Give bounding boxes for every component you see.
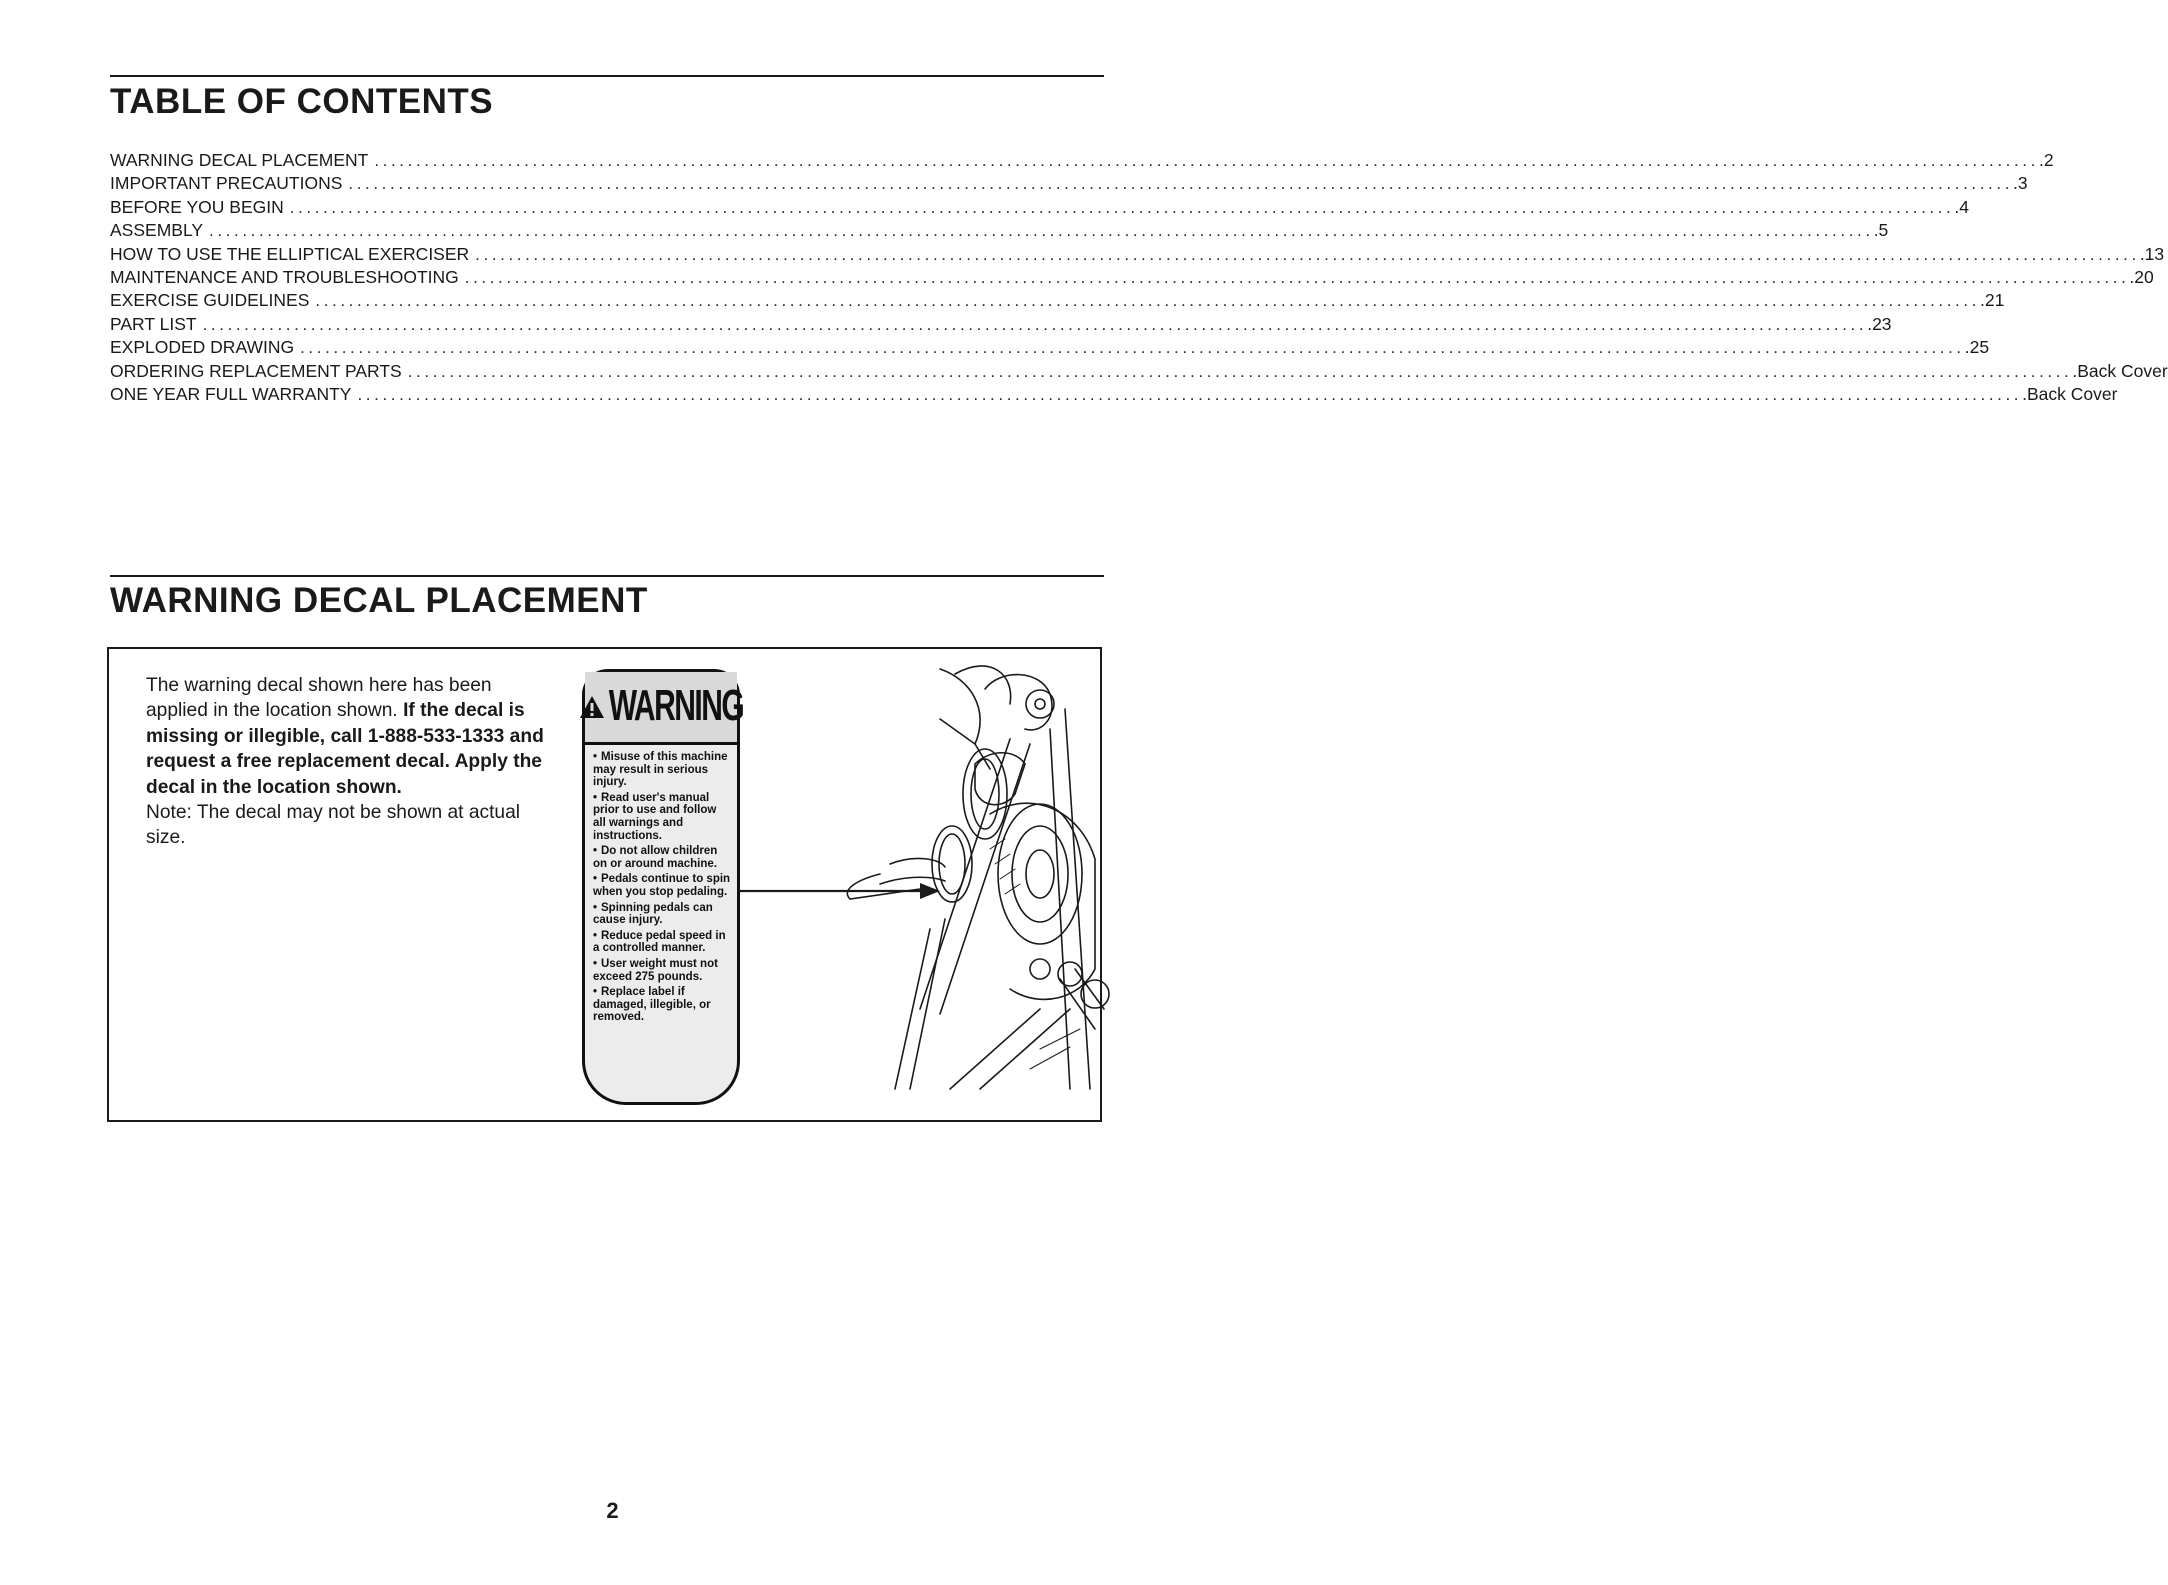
warning-note-text: Note: The decal may not be shown at actual size. — [146, 802, 521, 849]
toc-entry-page: .23 — [1867, 313, 1892, 334]
toc-entry[interactable] — [110, 172, 2028, 195]
decal-item: • Spinning pedals can cause injury. — [593, 901, 713, 927]
decal-header — [585, 672, 744, 745]
toc-entry-page: .5 — [1873, 220, 1889, 241]
toc-dot-leader: ........................................................................................................................................................................................................ — [289, 197, 1955, 217]
decal-item-text: User weight must not exceed 275 pounds. — [593, 957, 718, 983]
decal-item-text: Reduce pedal speed in a controlled manner. — [593, 929, 726, 955]
decal-item: • User weight must not exceed 275 pounds. — [593, 957, 718, 983]
toc-entry-label: EXERCISE GUIDELINES — [110, 290, 310, 311]
toc-entry-label: HOW TO USE THE ELLIPTICAL EXERCISER — [110, 243, 470, 264]
toc-list — [110, 149, 2168, 406]
elliptical-frame-drawing — [740, 649, 1104, 1120]
toc-top-rule — [110, 75, 1104, 77]
toc-entry[interactable] — [110, 219, 1889, 242]
decal-item-text: Do not allow children on or around machine. — [593, 845, 718, 870]
decal-item-text: Spinning pedals can cause injury. — [593, 901, 713, 927]
toc-entry-page: .20 — [2129, 266, 2154, 287]
decal-item-text: Pedals continue to spin when you stop pedaling. — [593, 873, 731, 898]
toc-entry-page: .25 — [1964, 337, 1990, 358]
toc-entry[interactable] — [110, 149, 2054, 172]
toc-dot-leader: ........................................................................................................................................................................................................ — [202, 314, 1868, 334]
toc-entry-label: WARNING DECAL PLACEMENT — [110, 150, 369, 170]
toc-entry[interactable] — [110, 336, 1990, 359]
toc-entry[interactable] — [110, 383, 2118, 406]
toc-dot-leader: ........................................................................................................................................................................................................ — [300, 338, 1965, 358]
toc-entry[interactable] — [110, 243, 2165, 266]
warning-top-rule — [110, 575, 1104, 577]
toc-entry-label: PART LIST — [110, 313, 197, 334]
warning-paragraph — [146, 673, 546, 800]
toc-entry-page: .13 — [2139, 243, 2165, 264]
toc-entry-label: ASSEMBLY — [110, 220, 204, 241]
decal-item: • Replace label if damaged, illegible, or removed. — [593, 986, 711, 1024]
warning-intro-text: The warning decal shown here has been applied in the location shown. — [146, 675, 492, 722]
toc-dot-leader: ........................................................................................................................................................................................................ — [315, 291, 1981, 311]
toc-entry-label: IMPORTANT PRECAUTIONS — [110, 173, 343, 194]
toc-entry-page: .21 — [1980, 290, 2005, 311]
toc-entry-page: .Back Cover — [2022, 383, 2118, 404]
decal-item-text: Replace label if damaged, illegible, or removed. — [593, 986, 711, 1024]
warning-decal-box — [107, 647, 1102, 1122]
warning-heading: WARNING DECAL PLACEMENT — [110, 581, 648, 620]
toc-entry[interactable] — [110, 289, 2005, 312]
warning-decal — [582, 669, 744, 1105]
toc-entry[interactable] — [110, 266, 2154, 289]
decal-item: • Reduce pedal speed in a controlled manner. — [593, 929, 726, 955]
decal-item: • Pedals continue to spin when you stop pedaling. — [593, 873, 731, 898]
decal-item: • Misuse of this machine may result in serious injury. — [593, 751, 728, 789]
toc-entry[interactable] — [110, 360, 2168, 383]
decal-title: WARNING — [608, 682, 744, 731]
decal-item: • Read user's manual prior to use and follow all warnings and instructions. — [593, 791, 717, 842]
toc-dot-leader: ........................................................................................................................................................................................................ — [475, 244, 2140, 264]
toc-entry-page: .2 — [2038, 150, 2054, 170]
decal-list — [585, 745, 737, 1024]
warning-instructions — [146, 673, 546, 851]
toc-entry[interactable] — [110, 196, 1969, 219]
toc-dot-leader: ........................................................................................................................................................................................................ — [209, 221, 1874, 241]
toc-entry-label: EXPLODED DRAWING — [110, 337, 295, 358]
decal-item-text: Misuse of this machine may result in serious injury. — [593, 751, 728, 789]
toc-entry-label: MAINTENANCE AND TROUBLESHOOTING — [110, 266, 459, 287]
decal-item: • Do not allow children on or around machine. — [593, 845, 718, 870]
toc-entry-label: BEFORE YOU BEGIN — [110, 196, 284, 217]
toc-dot-leader: ........................................................................................................................................................................................................ — [357, 384, 2023, 404]
decal-item-text: Read user's manual prior to use and follow all warnings and instructions. — [593, 791, 717, 842]
toc-entry-label: ORDERING REPLACEMENT PARTS — [110, 360, 402, 381]
warning-triangle-icon — [579, 695, 605, 719]
toc-entry[interactable] — [110, 313, 1892, 336]
toc-entry-page: .Back Cover — [2072, 360, 2168, 381]
toc-entry-label: ONE YEAR FULL WARRANTY — [110, 383, 352, 404]
toc-entry-page: .4 — [1954, 196, 1969, 217]
toc-dot-leader: ........................................................................................................................................................................................................ — [407, 361, 2073, 381]
toc-dot-leader: ........................................................................................................................................................................................................ — [374, 151, 2039, 170]
toc-heading: TABLE OF CONTENTS — [110, 82, 494, 121]
page-number: 2 — [606, 1498, 619, 1523]
toc-entry-page: .3 — [2013, 173, 2028, 194]
warning-bold-text: If the decal is missing or illegible, call 1-888-533-1333 and request a free replacement decal. Apply the decal in the location shown. — [146, 700, 544, 798]
toc-dot-leader: ........................................................................................................................................................................................................ — [348, 174, 2014, 194]
toc-dot-leader: ........................................................................................................................................................................................................ — [464, 267, 2130, 287]
